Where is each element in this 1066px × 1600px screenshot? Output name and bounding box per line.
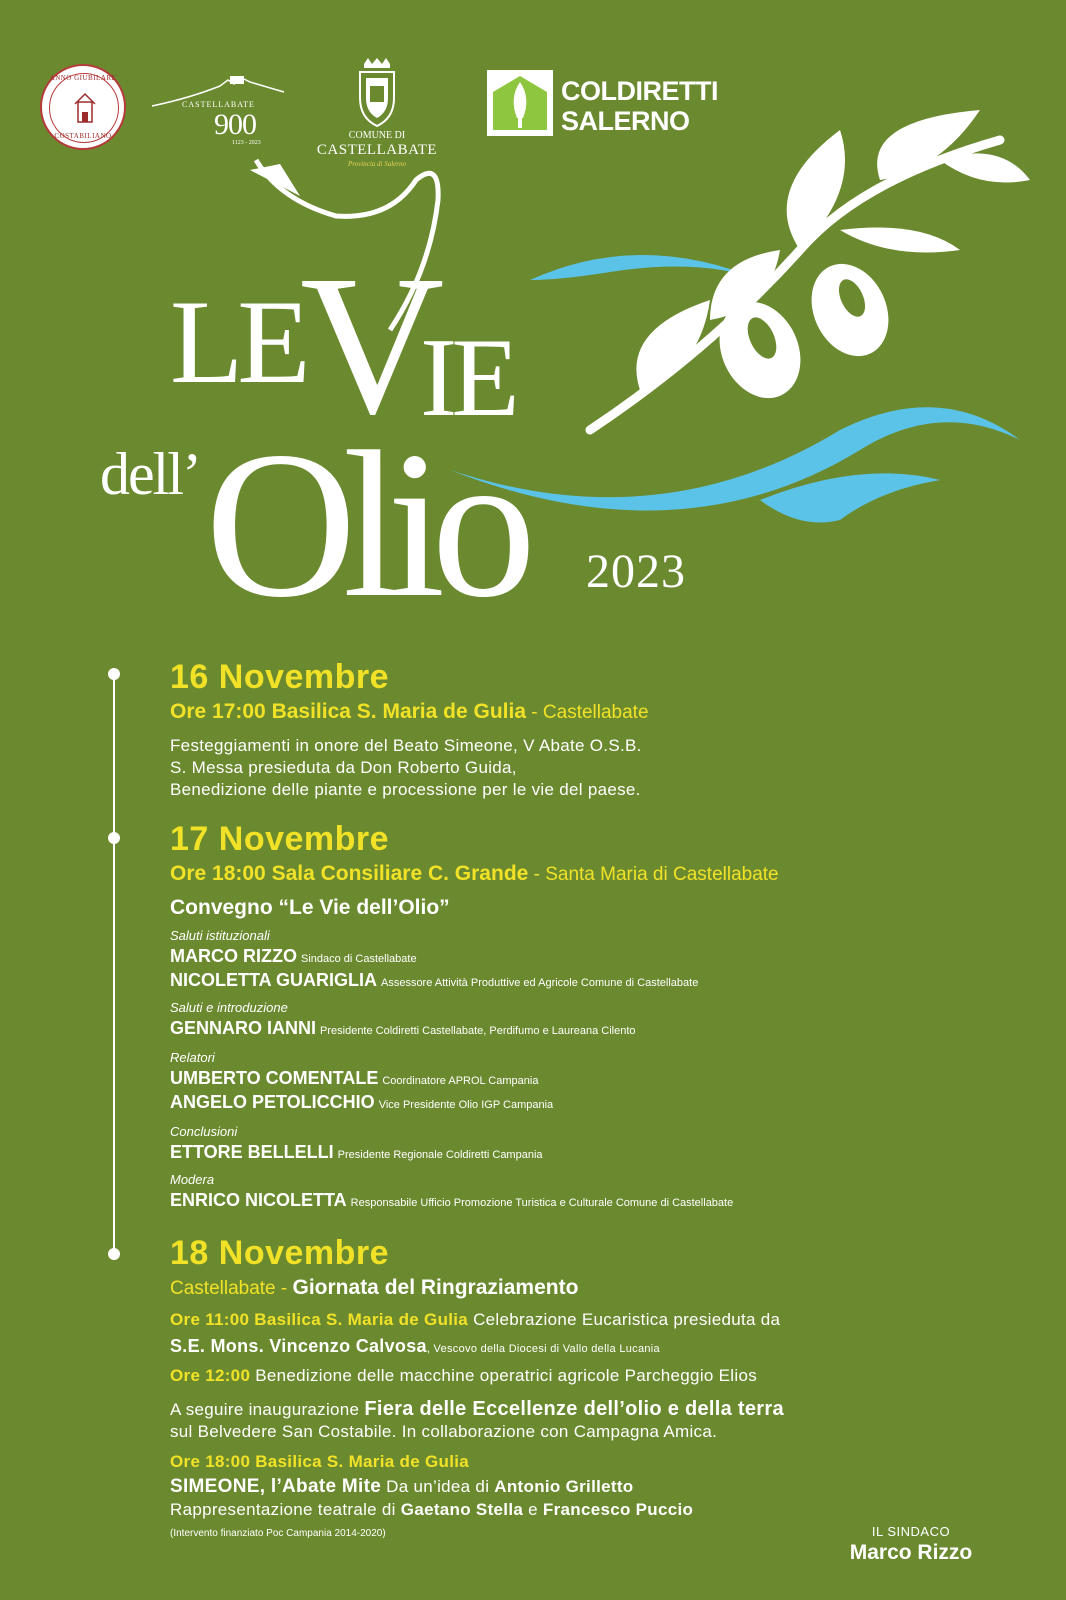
day-16-time-place: Ore 17:00 Basilica S. Maria de Gulia - Castellabate <box>170 700 649 723</box>
funding-note: (Intervento finanziato Poc Campania 2014-2020) <box>170 1528 386 1539</box>
sindaco-signature <box>836 1524 986 1565</box>
seal-bottom-text: COSTABILIANO <box>54 132 112 140</box>
sindaco-label: IL SINDACO <box>871 1524 951 1539</box>
timeline-line <box>113 672 115 1258</box>
day-18-event-4-title: SIMEONE, l’Abate Mite Da un’idea di Antonio Grilletto <box>170 1476 634 1497</box>
day-18-event-4-time: Ore 18:00 Basilica S. Maria de Gulia <box>170 1452 469 1471</box>
day-18-headline: Castellabate - Giornata del Ringraziamento <box>170 1276 579 1299</box>
lower-wave-shape <box>450 407 1020 510</box>
timeline-dot <box>108 668 120 680</box>
day-17-date: 17 Novembre <box>170 820 390 858</box>
role-conclusioni: Conclusioni <box>170 1124 238 1139</box>
coldiretti-word: COLDIRETTI <box>561 76 718 106</box>
olive-leaf <box>940 153 1030 182</box>
title-dell: dell’ <box>100 441 200 507</box>
speaker-enrico-nicoletta: ENRICO NICOLETTA Responsabile Ufficio Promozione Turistica e Culturale Comune di Castellabate <box>170 1190 734 1210</box>
castellabate-years: 1123 - 2023 <box>232 140 261 146</box>
day-17-event: Convegno “Le Vie dell’Olio” <box>170 896 450 919</box>
olive-leaf <box>840 228 960 253</box>
anno-giubilare-seal-logo <box>40 64 126 150</box>
speaker-marco-rizzo: MARCO RIZZO Sindaco di Castellabate <box>170 946 417 966</box>
day-18-event-4-authors: Rappresentazione teatrale di Gaetano Stella e Francesco Puccio <box>170 1500 694 1519</box>
day-17-time-place: Ore 18:00 Sala Consiliare C. Grande - Santa Maria di Castellabate <box>170 862 779 885</box>
role-saluti-introduzione: Saluti e introduzione <box>170 1000 288 1015</box>
day-18-event-2: Ore 12:00 Benedizione delle macchine operatrici agricole Parcheggio Elios <box>170 1366 758 1385</box>
day-18-event-1: Ore 11:00 Basilica S. Maria de Gulia Celebrazione Eucaristica presieduta da <box>170 1310 781 1329</box>
salerno-word: SALERNO <box>561 106 690 136</box>
speaker-gennaro-ianni: GENNARO IANNI Presidente Coldiretti Castellabate, Perdifumo e Laureana Cilento <box>170 1018 636 1038</box>
church-icon <box>70 92 100 126</box>
title-le: LE <box>170 275 305 408</box>
comune-line-1: COMUNE DI <box>348 130 406 141</box>
castellabate-label: CASTELLABATE <box>182 100 255 109</box>
comune-line-3: Provincia di Salerno <box>347 160 407 168</box>
day-16-line-2: S. Messa presieduta da Don Roberto Guida, <box>170 758 517 777</box>
day-16-date: 16 Novembre <box>170 658 390 696</box>
comune-line-2: CASTELLABATE <box>316 142 438 158</box>
title-olio: Olio <box>205 409 523 641</box>
day-18-event-3-line-2: sul Belvedere San Costabile. In collaborazione con Campagna Amica. <box>170 1422 718 1441</box>
speaker-ettore-bellelli: ETTORE BELLELLI Presidente Regionale Coldiretti Campania <box>170 1142 543 1162</box>
speaker-angelo-petolicchio: ANGELO PETOLICCHIO Vice Presidente Olio IGP Campania <box>170 1092 554 1112</box>
sindaco-name: Marco Rizzo <box>849 1541 973 1564</box>
timeline-dot <box>108 832 120 844</box>
role-relatori: Relatori <box>170 1050 215 1065</box>
speaker-umberto-comentale: UMBERTO COMENTALE Coordinatore APROL Campania <box>170 1068 539 1088</box>
role-modera: Modera <box>170 1172 215 1187</box>
title-ie: IE <box>420 316 514 440</box>
castellabate-900: 900 <box>214 108 256 141</box>
role-saluti-istituzionali: Saluti istituzionali <box>170 928 270 943</box>
day-18-event-3: A seguire inaugurazione Fiera delle Eccellenze dell’olio e della terra <box>170 1398 784 1420</box>
olive-leaf <box>787 130 845 250</box>
seal-top-text: ANNO GIUBILARE <box>49 74 117 82</box>
day-18-date: 18 Novembre <box>170 1234 390 1272</box>
day-16-line-3: Benedizione delle piante e processione per le vie del paese. <box>170 780 641 799</box>
day-16-line-1: Festeggiamenti in onore del Beato Simeone, V Abate O.S.B. <box>170 736 642 755</box>
title-v: V <box>300 235 441 456</box>
speaker-nicoletta-guariglia: NICOLETTA GUARIGLIA Assessore Attività Produttive ed Agricole Comune di Castellabate <box>170 970 699 990</box>
timeline-dot <box>108 1248 120 1260</box>
day-18-event-1-celebrant: S.E. Mons. Vincenzo Calvosa, Vescovo della Diocesi di Vallo della Lucania <box>170 1336 660 1356</box>
title-year: 2023 <box>586 545 686 598</box>
